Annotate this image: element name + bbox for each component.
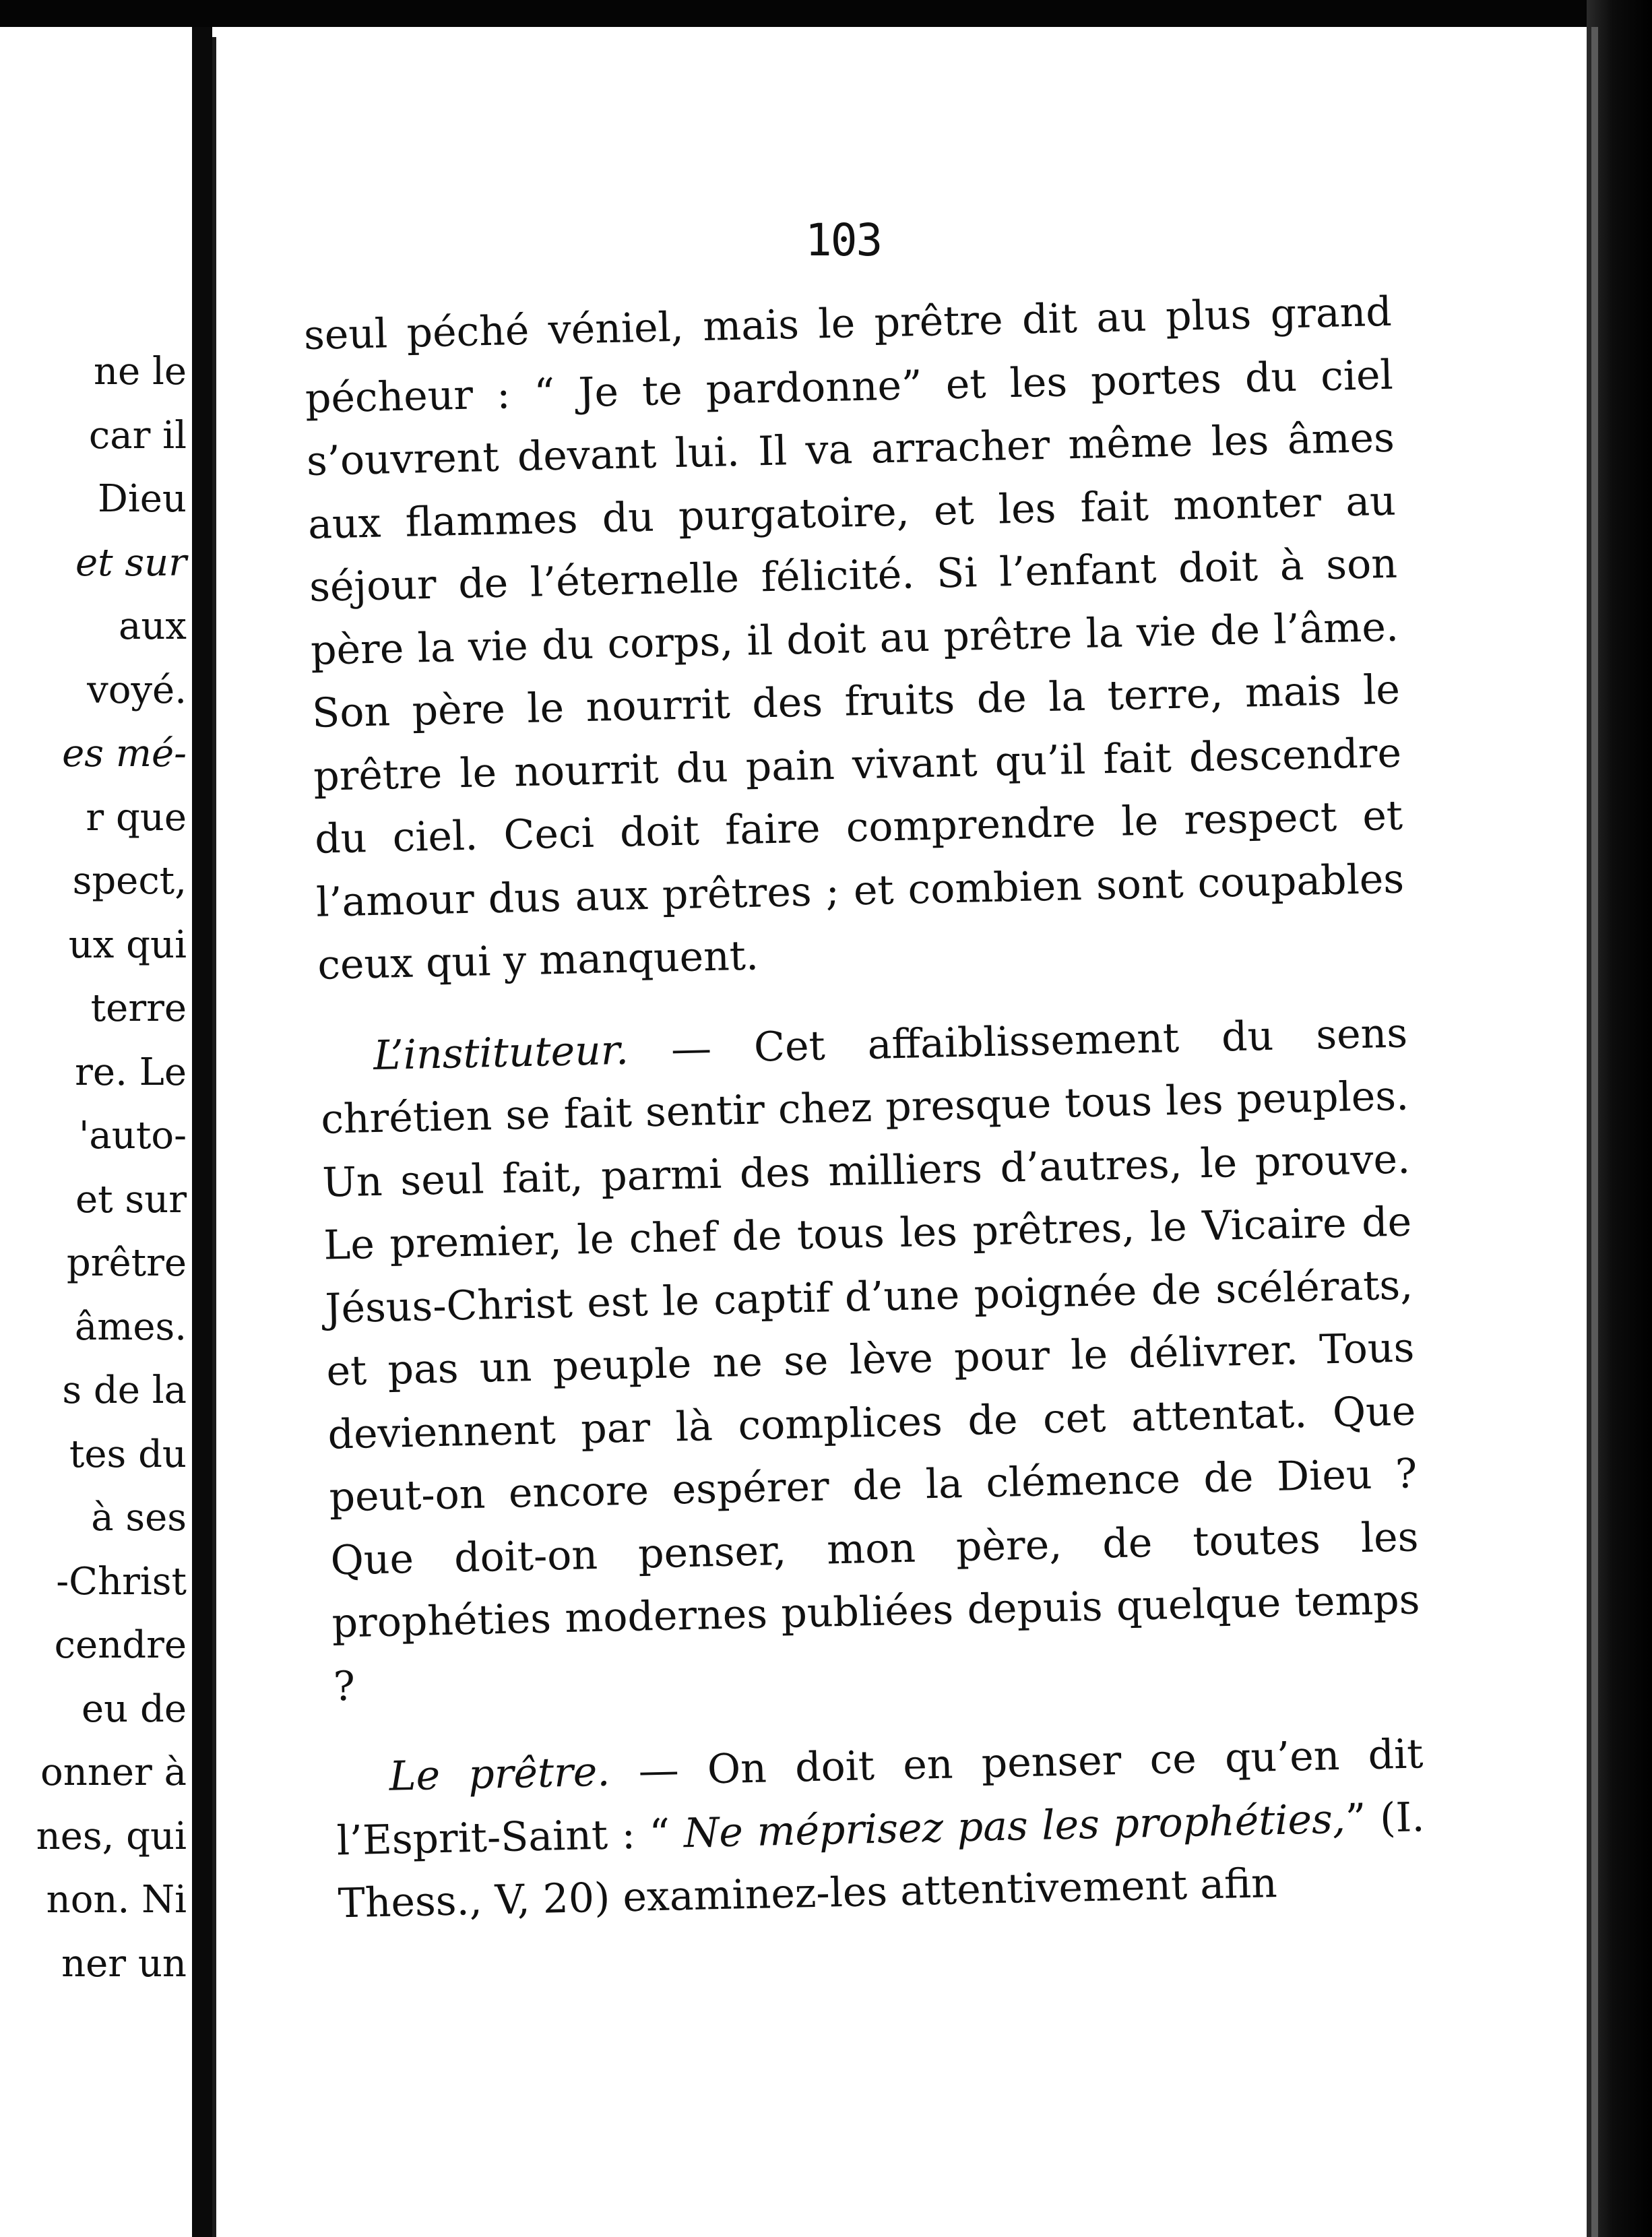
- left-page-line: spect,: [72, 859, 187, 903]
- left-page-line: s de la: [62, 1368, 187, 1412]
- left-page-line: es mé-: [62, 732, 187, 776]
- left-page-line: 'auto-: [79, 1114, 187, 1158]
- book-gutter: [192, 27, 212, 2237]
- left-page-line: ner un: [61, 1941, 187, 1986]
- speaker-label: Le prêtre.: [388, 1748, 611, 1800]
- left-page-line: non. Ni: [46, 1878, 187, 1922]
- page-body: [303, 281, 1426, 1936]
- paragraph-continuation: seul péché véniel, mais le prêtre dit au plus grand pécheur : “ Je te pardonne” et les portes du ciel s’ouvrent devant lui. Il va arracher même les âmes aux flammes du purgatoire, et les fait monter au séjour de l’éternelle félicité. Si l’enfant doit à son père la vie du corps, il doit au prêtre la vie de l’âme. Son père le nourrit des fruits de la terre, mais le prêtre le nourrit du pain vivant qu’il fait descendre du ciel. Ceci doit faire comprendre le respect et l’amour dus aux prêtres ; et combien sont coupables ceux qui y manquent.: [303, 288, 1405, 989]
- left-page-line: ne le: [93, 350, 187, 393]
- left-page-line: à ses: [91, 1496, 187, 1540]
- left-page-line: voyé.: [87, 668, 187, 712]
- paragraph-text: — On doit en penser ce qu’en dit l’Esprit-Saint : “: [336, 1730, 1424, 1864]
- paragraph-text: — Cet affaiblissement du sens chrétien se fait sentir chez presque tous les peuples. Un seul fait, parmi des milliers d’autres, le prouve. Le premier, le chef de tous les prêtres, le Vicaire de Jésus-Christ est le captif d’une poignée de scélérats, et pas un peuple ne se lève pour le délivrer. Tous deviennent par là complices de cet attentat. Que peut-on encore espérer de la clémence de Dieu ? Que doit-on penser, mon père, de toutes les prophéties modernes publiées depuis quelque temps ?: [320, 1009, 1421, 1711]
- left-page-line: nes, qui: [36, 1814, 187, 1858]
- left-page-line: car il: [88, 413, 187, 458]
- left-page-line: âmes.: [74, 1304, 187, 1349]
- left-page-line: et sur: [75, 1177, 187, 1222]
- speaker-label: L’instituteur.: [373, 1026, 629, 1079]
- left-page-line: ux qui: [68, 922, 187, 967]
- left-page-line: aux: [118, 604, 187, 648]
- left-page-line: tes du: [69, 1432, 187, 1476]
- page-edge-stripe: [1591, 27, 1598, 2237]
- left-page-line: prêtre: [66, 1241, 187, 1285]
- paragraph-instituteur: [319, 1002, 1422, 1718]
- scan-top-edge: [0, 0, 1652, 27]
- left-page-line: onner à: [40, 1751, 187, 1794]
- left-page-line: r que: [86, 795, 187, 840]
- left-page-line: re. Le: [75, 1050, 187, 1094]
- left-page-line: et sur: [75, 540, 187, 585]
- scripture-quote: Ne méprisez pas les prophéties,: [683, 1795, 1346, 1857]
- left-page-line: -Christ: [56, 1559, 187, 1604]
- left-page: [0, 27, 192, 2237]
- left-page-line: cendre: [54, 1623, 187, 1667]
- left-page-text: [0, 340, 187, 1996]
- left-page-line: Dieu: [97, 477, 187, 521]
- paragraph-pretre: [335, 1723, 1427, 1936]
- paragraph-text: ” (I. Thess., V, 20) examinez-les attentivement afin: [338, 1793, 1426, 1928]
- left-page-line: terre: [90, 986, 187, 1030]
- page-number: 103: [805, 214, 882, 266]
- left-page-line: eu de: [82, 1687, 187, 1731]
